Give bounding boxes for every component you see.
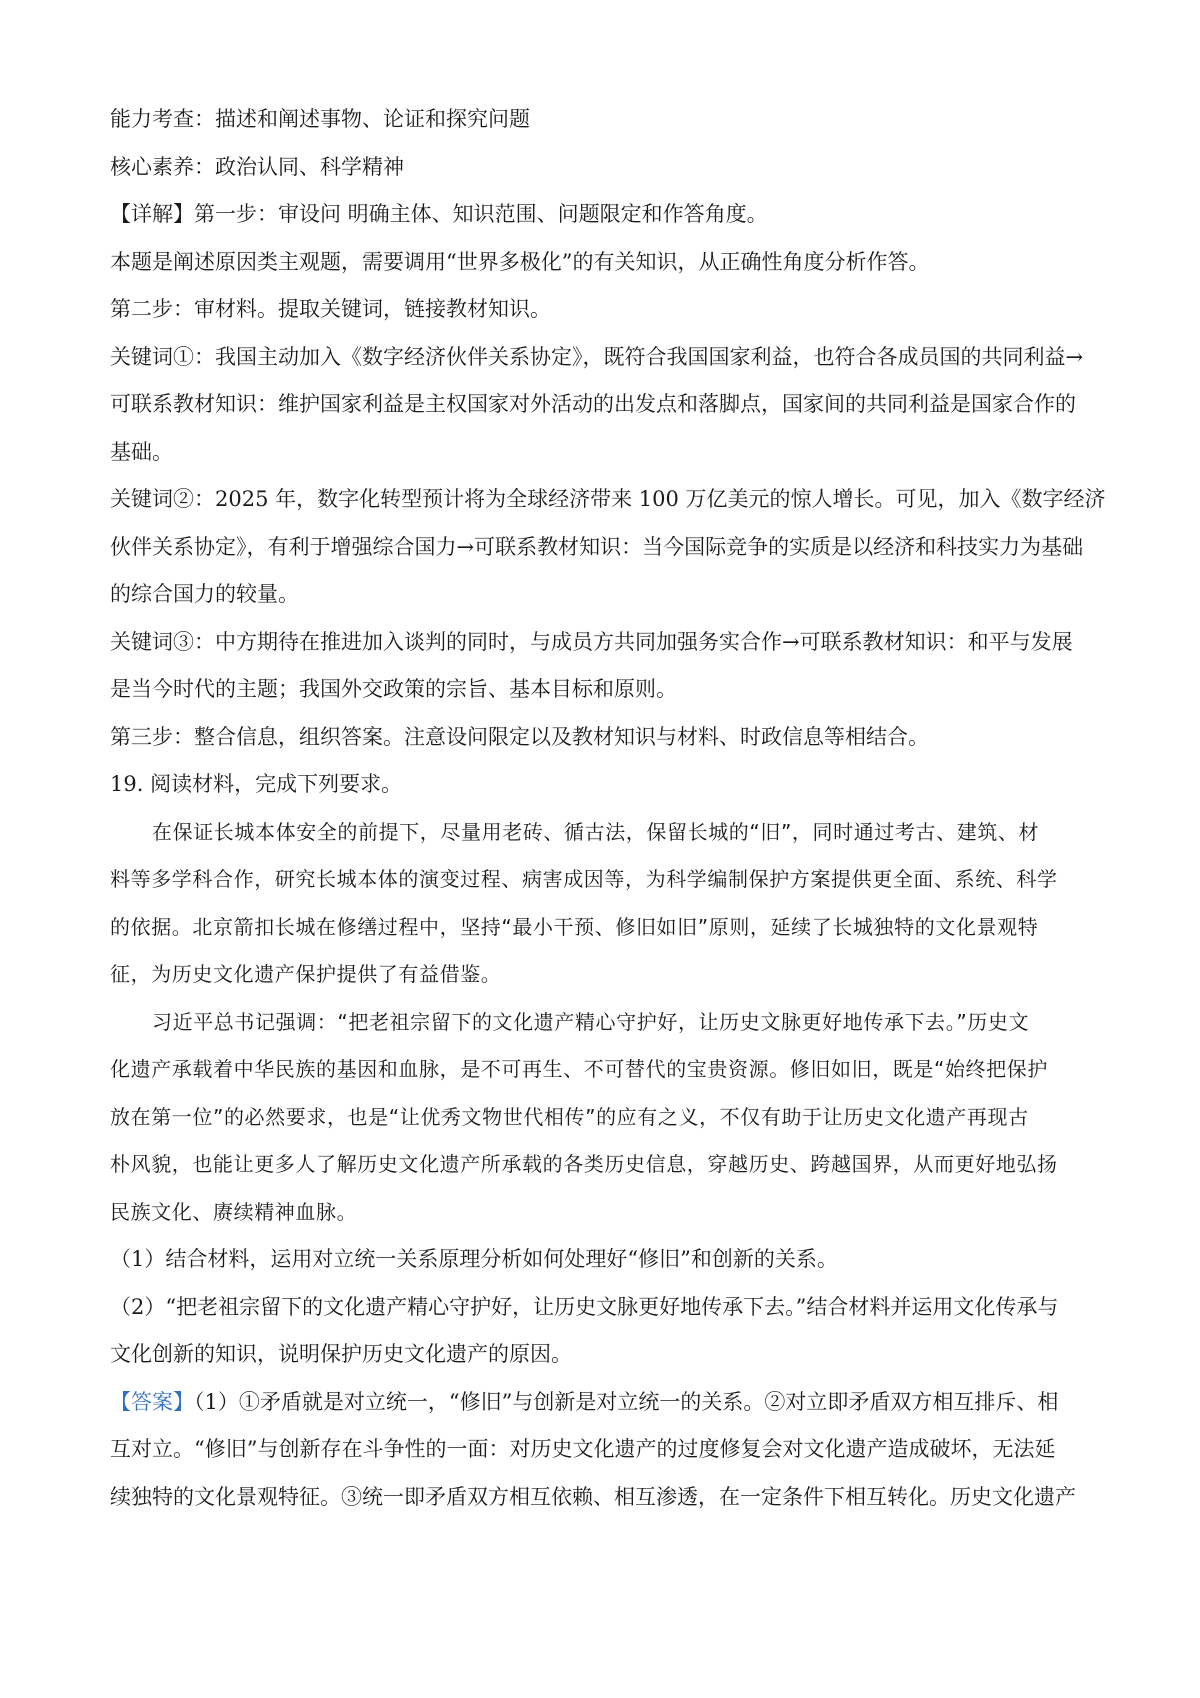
material-paragraph-2-line-1: 习近平总书记强调：“把老祖宗留下的文化遗产精心守护好，让历史文脉更好地传承下去。”历史文 — [152, 1009, 1030, 1034]
document-page — [110, 96, 1106, 1521]
keyword-1-line-2: 可联系教材知识：维护国家利益是主权国家对外活动的出发点和落脚点，国家间的共同利益是国家合作的 — [110, 392, 1076, 416]
keyword-2-line-1: 关键词②：2025 年，数字化转型预计将为全球经济带来 100 万亿美元的惊人增长。可见，加入《数字经济 — [110, 487, 1106, 511]
material-paragraph-1-line-1: 在保证长城本体安全的前提下，尽量用老砖、循古法，保留长城的“旧”，同时通过考古、建筑、材 — [152, 819, 1040, 844]
core-literacy: 核心素养：政治认同、科学精神 — [110, 154, 404, 179]
answer-tag: 【答案】 — [110, 1389, 194, 1414]
explanation-step-one: 【详解】第一步：审设问 明确主体、知识范围、问题限定和作答角度。 — [110, 202, 768, 226]
material-paragraph-2-line-5: 民族文化、赓续精神血脉。 — [110, 1199, 358, 1224]
material-paragraph-1-line-3: 的依据。北京箭扣长城在修缮过程中，坚持“最小干预、修旧如旧”原则，延续了长城独特的文化景观特 — [110, 914, 1039, 939]
ability-assessment: 能力考查：描述和阐述事物、论证和探究问题 — [110, 107, 530, 131]
sub-question-1: （1）结合材料，运用对立统一关系原理分析如何处理好“修旧”和创新的关系。 — [110, 1247, 838, 1271]
question-19-title: 19. 阅读材料，完成下列要求。 — [110, 772, 403, 796]
answer-line-1-text: （1）①矛盾就是对立统一，“修旧”与创新是对立统一的关系。②对立即矛盾双方相互排斥、相 — [194, 1389, 1059, 1414]
material-paragraph-2-line-3: 放在第一位”的必然要求，也是“让优秀文物世代相传”的应有之义，不仅有助于让历史文化遗产再现古 — [110, 1104, 1029, 1129]
explanation-text: 本题是阐述原因类主观题，需要调用“世界多极化”的有关知识，从正确性角度分析作答。 — [110, 249, 930, 274]
material-paragraph-2-line-4: 朴风貌，也能让更多人了解历史文化遗产所承载的各类历史信息，穿越历史、跨越国界，从而更好地弘扬 — [110, 1152, 1058, 1176]
keyword-1-line-1: 关键词①：我国主动加入《数字经济伙伴关系协定》，既符合我国国家利益，也符合各成员国的共同利益→ — [110, 344, 1084, 369]
answer-line-3: 续独特的文化景观特征。③统一即矛盾双方相互依赖、相互渗透，在一定条件下相互转化。历史文化遗产 — [110, 1484, 1076, 1509]
keyword-3-line-1: 关键词③：中方期待在推进加入谈判的同时，与成员方共同加强务实合作→可联系教材知识：和平与发展 — [110, 629, 1073, 654]
material-paragraph-1-line-4: 征，为历史文化遗产保护提供了有益借鉴。 — [110, 962, 502, 986]
keyword-2-line-3: 的综合国力的较量。 — [110, 582, 299, 606]
material-paragraph-1-line-2: 料等多学科合作，研究长城本体的演变过程、病害成因等，为科学编制保护方案提供更全面、系统、科学 — [110, 867, 1058, 891]
answer-line-2: 互对立。“修旧”与创新存在斗争性的一面：对历史文化遗产的过度修复会对文化遗产造成破坏，无法延 — [110, 1437, 1056, 1461]
explanation-step-three: 第三步：整合信息，组织答案。注意设问限定以及教材知识与材料、时政信息等相结合。 — [110, 724, 929, 749]
keyword-2-line-2: 伙伴关系协定》，有利于增强综合国力→可联系教材知识：当今国际竞争的实质是以经济和科技实力为基础 — [110, 534, 1084, 559]
sub-question-2-line-2: 文化创新的知识，说明保护历史文化遗产的原因。 — [110, 1342, 572, 1366]
keyword-3-line-2: 是当今时代的主题；我国外交政策的宗旨、基本目标和原则。 — [110, 677, 677, 701]
material-paragraph-2-line-2: 化遗产承载着中华民族的基因和血脉，是不可再生、不可替代的宝贵资源。修旧如旧，既是“始终把保护 — [110, 1057, 1048, 1081]
answer-line-1 — [110, 1379, 1100, 1427]
explanation-step-two: 第二步：审材料。提取关键词，链接教材知识。 — [110, 297, 551, 321]
keyword-1-line-3: 基础。 — [110, 439, 173, 464]
sub-question-2-line-1: （2）“把老祖宗留下的文化遗产精心守护好，让历史文脉更好地传承下去。”结合材料并运用文化传承与 — [110, 1294, 1059, 1319]
